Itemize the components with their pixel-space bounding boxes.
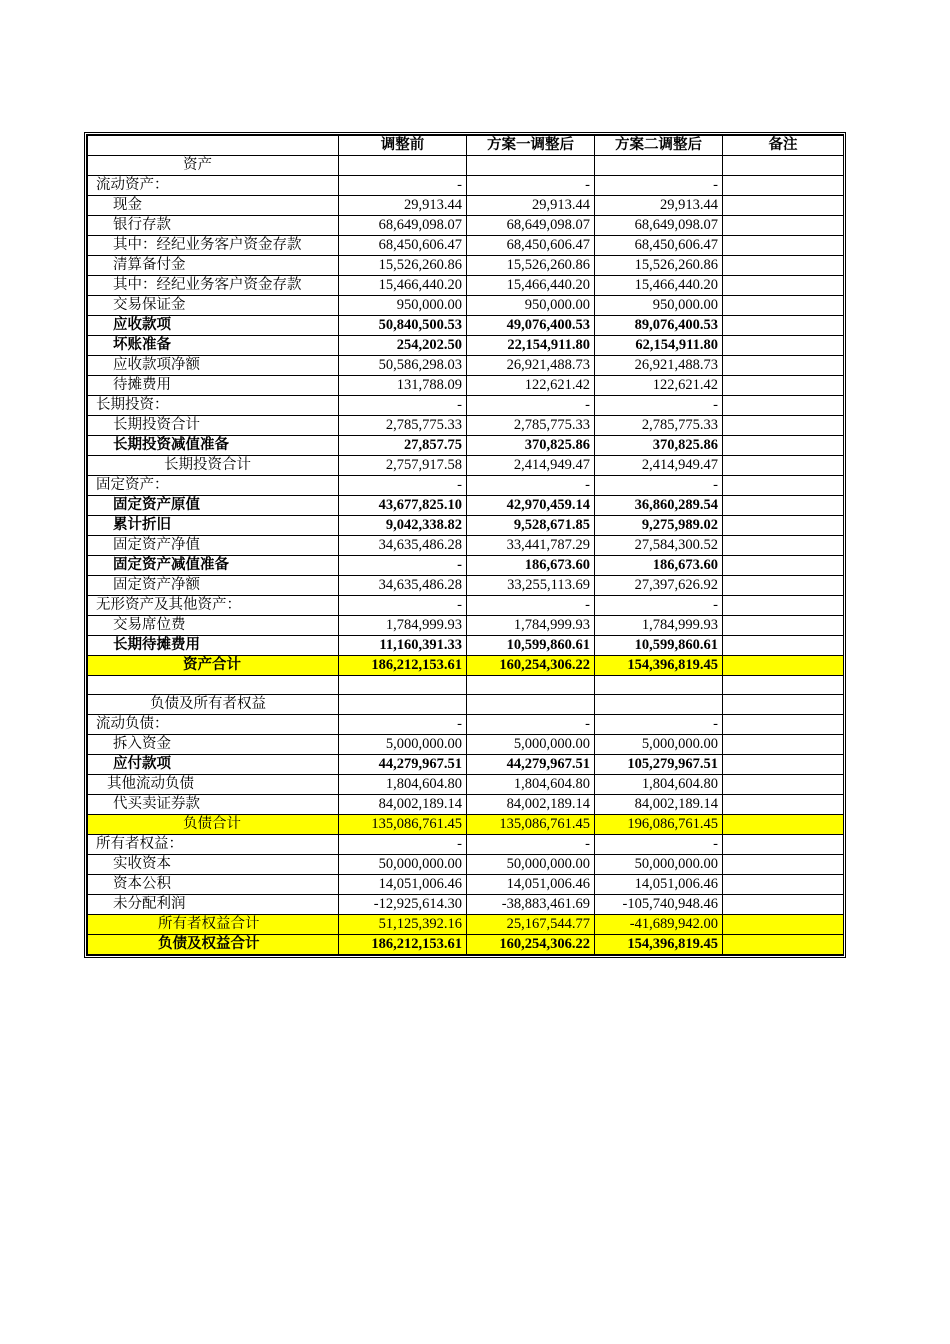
value-before: 135,086,761.45	[339, 815, 467, 835]
value-plan1: 33,441,787.29	[467, 536, 595, 556]
value-plan1: 84,002,189.14	[467, 795, 595, 815]
table-row	[88, 316, 844, 336]
value-notes	[723, 336, 844, 356]
value-plan1: -	[467, 715, 595, 735]
value-plan2	[595, 695, 723, 715]
value-plan1: 50,000,000.00	[467, 855, 595, 875]
table-row	[88, 236, 844, 256]
value-before: 9,042,338.82	[339, 516, 467, 536]
value-plan1: 160,254,306.22	[467, 656, 595, 676]
header-cell-before: 调整前	[339, 136, 467, 156]
value-plan2: 84,002,189.14	[595, 795, 723, 815]
row-label: 长期投资减值准备	[88, 436, 339, 456]
value-before: -	[339, 396, 467, 416]
table-row	[88, 256, 844, 276]
value-plan2: 154,396,819.45	[595, 935, 723, 955]
value-before: 15,526,260.86	[339, 256, 467, 276]
value-plan2: 122,621.42	[595, 376, 723, 396]
value-notes	[723, 636, 844, 656]
row-label: 长期投资：	[88, 396, 339, 416]
value-before	[339, 156, 467, 176]
value-plan1: 9,528,671.85	[467, 516, 595, 536]
value-notes	[723, 915, 844, 935]
table-row	[88, 156, 844, 176]
value-notes	[723, 416, 844, 436]
table-row	[88, 456, 844, 476]
row-label: 坏账准备	[88, 336, 339, 356]
value-notes	[723, 496, 844, 516]
table-row	[88, 596, 844, 616]
row-label: 实收资本	[88, 855, 339, 875]
value-before: 68,649,098.07	[339, 216, 467, 236]
value-before: 186,212,153.61	[339, 656, 467, 676]
value-plan1: 33,255,113.69	[467, 576, 595, 596]
table-row	[88, 616, 844, 636]
table-row	[88, 536, 844, 556]
value-notes	[723, 935, 844, 955]
row-label: 银行存款	[88, 216, 339, 236]
value-notes	[723, 436, 844, 456]
value-notes	[723, 236, 844, 256]
row-label: 累计折旧	[88, 516, 339, 536]
value-notes	[723, 216, 844, 236]
table-row	[88, 556, 844, 576]
value-plan2: 370,825.86	[595, 436, 723, 456]
value-plan1: 49,076,400.53	[467, 316, 595, 336]
value-plan2: 62,154,911.80	[595, 336, 723, 356]
value-plan2: -	[595, 835, 723, 855]
row-label: 资产合计	[88, 656, 339, 676]
row-label: 交易席位费	[88, 616, 339, 636]
value-plan2: 36,860,289.54	[595, 496, 723, 516]
value-notes	[723, 376, 844, 396]
value-plan2: 14,051,006.46	[595, 875, 723, 895]
value-before: 34,635,486.28	[339, 576, 467, 596]
value-plan2: 50,000,000.00	[595, 855, 723, 875]
row-label: 其中：经纪业务客户资金存款	[88, 236, 339, 256]
value-plan2: -	[595, 596, 723, 616]
value-plan1: -	[467, 396, 595, 416]
value-before: 27,857.75	[339, 436, 467, 456]
row-label: 拆入资金	[88, 735, 339, 755]
value-notes	[723, 735, 844, 755]
value-plan1: -	[467, 176, 595, 196]
table-row	[88, 735, 844, 755]
value-notes	[723, 276, 844, 296]
table-row	[88, 396, 844, 416]
row-label: 资本公积	[88, 875, 339, 895]
value-before: 254,202.50	[339, 336, 467, 356]
value-notes	[723, 316, 844, 336]
table-row	[88, 276, 844, 296]
row-label: 固定资产减值准备	[88, 556, 339, 576]
value-plan2	[595, 156, 723, 176]
table-row	[88, 656, 844, 676]
value-plan1: 68,450,606.47	[467, 236, 595, 256]
row-label: 流动资产：	[88, 176, 339, 196]
table-row	[88, 775, 844, 795]
row-label: 应收款项	[88, 316, 339, 336]
value-notes	[723, 256, 844, 276]
value-before: 50,000,000.00	[339, 855, 467, 875]
row-label: 固定资产净额	[88, 576, 339, 596]
value-plan2: 105,279,967.51	[595, 755, 723, 775]
table-row	[88, 855, 844, 875]
table-row	[88, 356, 844, 376]
value-plan1: 2,785,775.33	[467, 416, 595, 436]
value-before: -	[339, 476, 467, 496]
value-notes	[723, 755, 844, 775]
row-label: 长期投资合计	[88, 416, 339, 436]
value-plan1: 1,784,999.93	[467, 616, 595, 636]
value-before: 2,757,917.58	[339, 456, 467, 476]
value-before: 51,125,392.16	[339, 915, 467, 935]
header-cell-plan2: 方案二调整后	[595, 136, 723, 156]
row-label: 现金	[88, 196, 339, 216]
value-before: 29,913.44	[339, 196, 467, 216]
table-row	[88, 815, 844, 835]
value-plan2: 1,804,604.80	[595, 775, 723, 795]
header-cell-label	[88, 136, 339, 156]
row-label: 所有者权益合计	[88, 915, 339, 935]
value-plan2: 68,450,606.47	[595, 236, 723, 256]
value-notes	[723, 176, 844, 196]
table-row	[88, 935, 844, 955]
value-notes	[723, 795, 844, 815]
value-before: 43,677,825.10	[339, 496, 467, 516]
value-plan1: 135,086,761.45	[467, 815, 595, 835]
table-row	[88, 496, 844, 516]
row-label: 负债及权益合计	[88, 935, 339, 955]
value-before: -	[339, 596, 467, 616]
value-notes	[723, 676, 844, 695]
row-label: 清算备付金	[88, 256, 339, 276]
row-label: 其中：经纪业务客户资金存款	[88, 276, 339, 296]
value-notes	[723, 476, 844, 496]
value-before: 34,635,486.28	[339, 536, 467, 556]
value-notes	[723, 656, 844, 676]
table-row	[88, 915, 844, 935]
table-row	[88, 636, 844, 656]
table-row	[88, 216, 844, 236]
value-plan2: 1,784,999.93	[595, 616, 723, 636]
value-notes	[723, 196, 844, 216]
value-plan1: 26,921,488.73	[467, 356, 595, 376]
header-cell-notes: 备注	[723, 136, 844, 156]
value-plan2: -	[595, 396, 723, 416]
value-notes	[723, 855, 844, 875]
value-before: -12,925,614.30	[339, 895, 467, 915]
balance-sheet	[84, 132, 846, 958]
table-row	[88, 336, 844, 356]
value-before: -	[339, 835, 467, 855]
row-label	[88, 676, 339, 695]
row-label: 资产	[88, 156, 339, 176]
value-before: 950,000.00	[339, 296, 467, 316]
row-label: 所有者权益：	[88, 835, 339, 855]
value-plan2: -	[595, 715, 723, 735]
value-plan2: 10,599,860.61	[595, 636, 723, 656]
value-notes	[723, 835, 844, 855]
value-plan2: 2,414,949.47	[595, 456, 723, 476]
row-label: 代买卖证券款	[88, 795, 339, 815]
value-plan2: 89,076,400.53	[595, 316, 723, 336]
row-label: 固定资产净值	[88, 536, 339, 556]
value-plan2: 29,913.44	[595, 196, 723, 216]
value-plan1: 186,673.60	[467, 556, 595, 576]
value-before: 1,804,604.80	[339, 775, 467, 795]
table-row	[88, 895, 844, 915]
value-notes	[723, 536, 844, 556]
value-plan1: 44,279,967.51	[467, 755, 595, 775]
value-before: 1,784,999.93	[339, 616, 467, 636]
value-plan1: -	[467, 835, 595, 855]
value-before: 50,586,298.03	[339, 356, 467, 376]
value-plan2: 68,649,098.07	[595, 216, 723, 236]
value-plan1: 68,649,098.07	[467, 216, 595, 236]
value-plan2: 15,466,440.20	[595, 276, 723, 296]
table-row	[88, 196, 844, 216]
table-row	[88, 755, 844, 775]
value-plan1: 15,466,440.20	[467, 276, 595, 296]
value-plan1: 14,051,006.46	[467, 875, 595, 895]
value-notes	[723, 715, 844, 735]
value-notes	[723, 156, 844, 176]
value-before: 14,051,006.46	[339, 875, 467, 895]
table-row	[88, 416, 844, 436]
value-plan2: 5,000,000.00	[595, 735, 723, 755]
row-label: 无形资产及其他资产：	[88, 596, 339, 616]
value-plan2: -41,689,942.00	[595, 915, 723, 935]
value-plan2: 9,275,989.02	[595, 516, 723, 536]
balance-table	[87, 135, 844, 955]
table-row	[88, 296, 844, 316]
row-label: 待摊费用	[88, 376, 339, 396]
table-row	[88, 516, 844, 536]
value-before: 131,788.09	[339, 376, 467, 396]
value-plan2: 154,396,819.45	[595, 656, 723, 676]
table-row	[88, 835, 844, 855]
value-plan1: 2,414,949.47	[467, 456, 595, 476]
row-label: 应收款项净额	[88, 356, 339, 376]
value-plan1	[467, 676, 595, 695]
value-before: -	[339, 556, 467, 576]
row-label: 其他流动负债	[88, 775, 339, 795]
value-before: 11,160,391.33	[339, 636, 467, 656]
value-plan2: 950,000.00	[595, 296, 723, 316]
value-plan1: 25,167,544.77	[467, 915, 595, 935]
value-notes	[723, 875, 844, 895]
value-notes	[723, 516, 844, 536]
table-row	[88, 476, 844, 496]
table-row	[88, 715, 844, 735]
value-before: 15,466,440.20	[339, 276, 467, 296]
value-notes	[723, 456, 844, 476]
value-plan1	[467, 156, 595, 176]
value-before: 5,000,000.00	[339, 735, 467, 755]
value-plan1: 29,913.44	[467, 196, 595, 216]
value-plan1: -38,883,461.69	[467, 895, 595, 915]
value-before: -	[339, 715, 467, 735]
row-label: 流动负债：	[88, 715, 339, 735]
value-notes	[723, 695, 844, 715]
value-notes	[723, 815, 844, 835]
value-notes	[723, 296, 844, 316]
table-row	[88, 376, 844, 396]
value-notes	[723, 895, 844, 915]
value-plan1: 1,804,604.80	[467, 775, 595, 795]
row-label: 负债及所有者权益	[88, 695, 339, 715]
row-label: 长期待摊费用	[88, 636, 339, 656]
value-plan1: 10,599,860.61	[467, 636, 595, 656]
value-before: 50,840,500.53	[339, 316, 467, 336]
table-row	[88, 676, 844, 695]
value-before: 186,212,153.61	[339, 935, 467, 955]
header-cell-plan1: 方案一调整后	[467, 136, 595, 156]
table-row	[88, 695, 844, 715]
value-plan1: 42,970,459.14	[467, 496, 595, 516]
value-notes	[723, 775, 844, 795]
value-plan2: 27,397,626.92	[595, 576, 723, 596]
row-label: 负债合计	[88, 815, 339, 835]
table-row	[88, 176, 844, 196]
value-plan2: 26,921,488.73	[595, 356, 723, 376]
value-before: 44,279,967.51	[339, 755, 467, 775]
row-label: 未分配利润	[88, 895, 339, 915]
table-row	[88, 795, 844, 815]
value-plan1: 950,000.00	[467, 296, 595, 316]
value-before: 84,002,189.14	[339, 795, 467, 815]
value-plan2: -105,740,948.46	[595, 895, 723, 915]
value-before: -	[339, 176, 467, 196]
value-plan2	[595, 676, 723, 695]
row-label: 交易保证金	[88, 296, 339, 316]
value-before: 68,450,606.47	[339, 236, 467, 256]
value-plan2: 15,526,260.86	[595, 256, 723, 276]
table-row	[88, 436, 844, 456]
row-label: 固定资产：	[88, 476, 339, 496]
row-label: 固定资产原值	[88, 496, 339, 516]
value-plan1: 370,825.86	[467, 436, 595, 456]
value-before	[339, 676, 467, 695]
value-plan1: 5,000,000.00	[467, 735, 595, 755]
header-row	[88, 136, 844, 156]
value-plan2: -	[595, 476, 723, 496]
value-notes	[723, 396, 844, 416]
value-plan1: 122,621.42	[467, 376, 595, 396]
value-plan2: -	[595, 176, 723, 196]
row-label: 应付款项	[88, 755, 339, 775]
value-plan1: -	[467, 596, 595, 616]
value-before: 2,785,775.33	[339, 416, 467, 436]
row-label: 长期投资合计	[88, 456, 339, 476]
value-plan2: 27,584,300.52	[595, 536, 723, 556]
value-notes	[723, 616, 844, 636]
table-row	[88, 576, 844, 596]
value-notes	[723, 596, 844, 616]
value-notes	[723, 576, 844, 596]
value-plan1: 160,254,306.22	[467, 935, 595, 955]
value-plan1: 22,154,911.80	[467, 336, 595, 356]
value-before	[339, 695, 467, 715]
value-plan1	[467, 695, 595, 715]
value-plan2: 196,086,761.45	[595, 815, 723, 835]
value-plan2: 2,785,775.33	[595, 416, 723, 436]
value-plan2: 186,673.60	[595, 556, 723, 576]
table-row	[88, 875, 844, 895]
value-notes	[723, 356, 844, 376]
value-notes	[723, 556, 844, 576]
value-plan1: 15,526,260.86	[467, 256, 595, 276]
value-plan1: -	[467, 476, 595, 496]
